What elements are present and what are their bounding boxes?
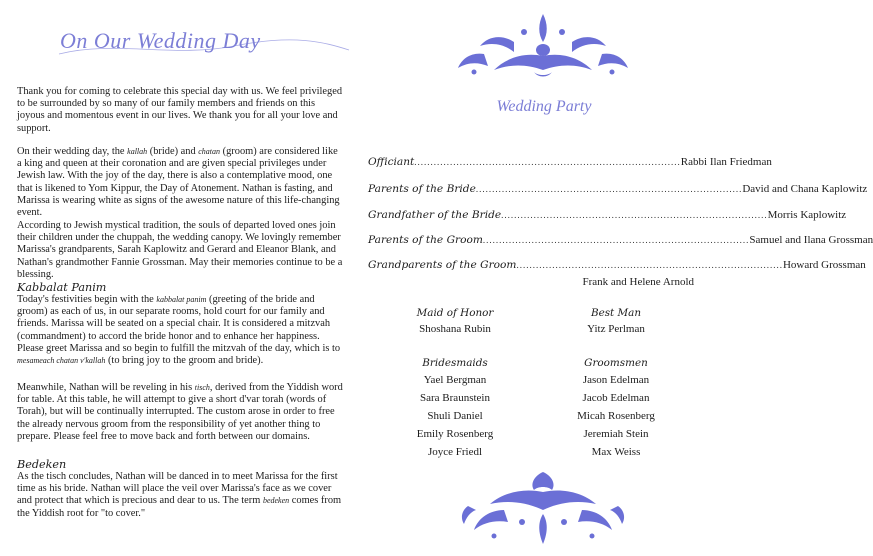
bridesmaid-name: Yael Bergman [423, 374, 487, 386]
grandparents-of-groom-second-name: Frank and Helene Arnold [582, 276, 694, 288]
groomsman-name: Micah Rosenberg [577, 410, 655, 422]
bedeken-paragraph: As the tisch concludes, Nathan will be danced in to meet Marissa for the first time as his bride. Nathan will place the veil over Marissa's face as we cover and protect that which is precious and dear to us. The term bedeken comes from the Yiddish root for "to cover." [17, 471, 342, 519]
best-man-name: Yitz Perlman [587, 323, 645, 335]
damask-ornament-top-icon [454, 12, 632, 82]
term-tisch: tisch [194, 383, 210, 392]
maid-of-honor-label: Maid of Honor [416, 307, 494, 319]
party-row-officiant: Officiant .................................................................................. Rabbi Ilan Friedman [368, 156, 772, 168]
tisch-paragraph: Meanwhile, Nathan will be reveling in his tisch, derived from the Yiddish word for table. At this table, he will attempt to give a short d'var torah (words of Torah), but will be continually interrupted. The custom arose in order to free the already nervous groom from the responsibility of yet another thing to prepare. Please feel free to move back and forth between our domains. [17, 382, 343, 442]
heading-kabbalat-panim: Kabbalat Panim [17, 281, 107, 294]
bridesmaid-name: Shuli Daniel [427, 410, 483, 422]
mystical-tradition-paragraph: According to Jewish mystical tradition, the souls of departed loved ones join their children under the chuppah, the wedding canopy. We lovingly remember Marissa's grandparents, Sarah Kaplowitz and Gerard and Eleanor Blank, and Nathan's grandmother Fannie Grossman. May their memories continue to be a blessing. [17, 220, 343, 280]
maid-of-honor-name: Shoshana Rubin [419, 323, 491, 335]
wedding-day-paragraph: On their wedding day, the kallah (bride) and chatan (groom) are considered like a king and queen at their coronation and are given special privileges under Jewish law. With the joy of the day, there is also a contemplative mood, one that is likened to Yom Kippur, the Day of Atonement. Nathan is fasting, and Marissa is wearing white as signs of the awesome nature of this life-changing event. [17, 146, 340, 219]
bridesmaid-name: Emily Rosenberg [416, 428, 494, 440]
best-man-label: Best Man [590, 307, 642, 319]
groomsman-name: Jeremiah Stein [583, 428, 649, 440]
term-bedeken: bedeken [262, 496, 290, 506]
party-row-grandfather-of-bride: Grandfather of the Bride .................................................................................. Morris Kaplowitz [368, 209, 847, 221]
bridesmaid-name: Sara Braunstein [420, 392, 490, 404]
intro-paragraph: Thank you for coming to celebrate this special day with us. We feel privileged to be surrounded by so many of our family members and friends on this joyous and momentous event in our lives. We thank you for all your love and support. [17, 86, 343, 134]
groomsman-name: Jason Edelman [582, 374, 650, 386]
term-mesameach: mesameach chatan v'kallah [17, 356, 106, 366]
term-kallah: kallah [127, 147, 148, 156]
party-row-parents-of-groom: Parents of the Groom .................................................................................. Samuel and Ilana Grossman [368, 234, 873, 246]
groomsman-name: Jacob Edelman [582, 392, 650, 404]
bridesmaids-label: Bridesmaids [422, 357, 488, 369]
heading-bedeken: Bedeken [17, 458, 67, 471]
party-row-grandparents-of-groom: Grandparents of the Groom .................................................................................. Howard Grossman [368, 259, 866, 271]
damask-ornament-bottom-icon [454, 466, 632, 546]
party-row-parents-of-bride: Parents of the Bride .................................................................................. David and Chana Kaplowitz [368, 183, 868, 195]
groomsman-name: Max Weiss [591, 446, 641, 458]
term-kabbalat-panim: kabbalat panim [156, 295, 207, 304]
page-title: On Our Wedding Day [60, 28, 261, 53]
term-chatan: chatan [198, 147, 221, 156]
bridesmaid-name: Joyce Friedl [427, 446, 483, 458]
kabbalat-panim-paragraph: Today's festivities begin with the kabbalat panim (greeting of the bride and groom) as each of us, in our separate rooms, hold court for our family and friends. Marissa will be seated on a special chair. It is considered a mitzvah (commandment) to accord the bride honor and to enhance her happiness. Please greet Marissa and so begin to fulfill the mitzvah of the day, which is to mesameach chatan v'kallah (to bring joy to the groom and bride). [17, 294, 341, 367]
wedding-party-title: Wedding Party [496, 98, 592, 115]
groomsmen-label: Groomsmen [584, 357, 648, 369]
